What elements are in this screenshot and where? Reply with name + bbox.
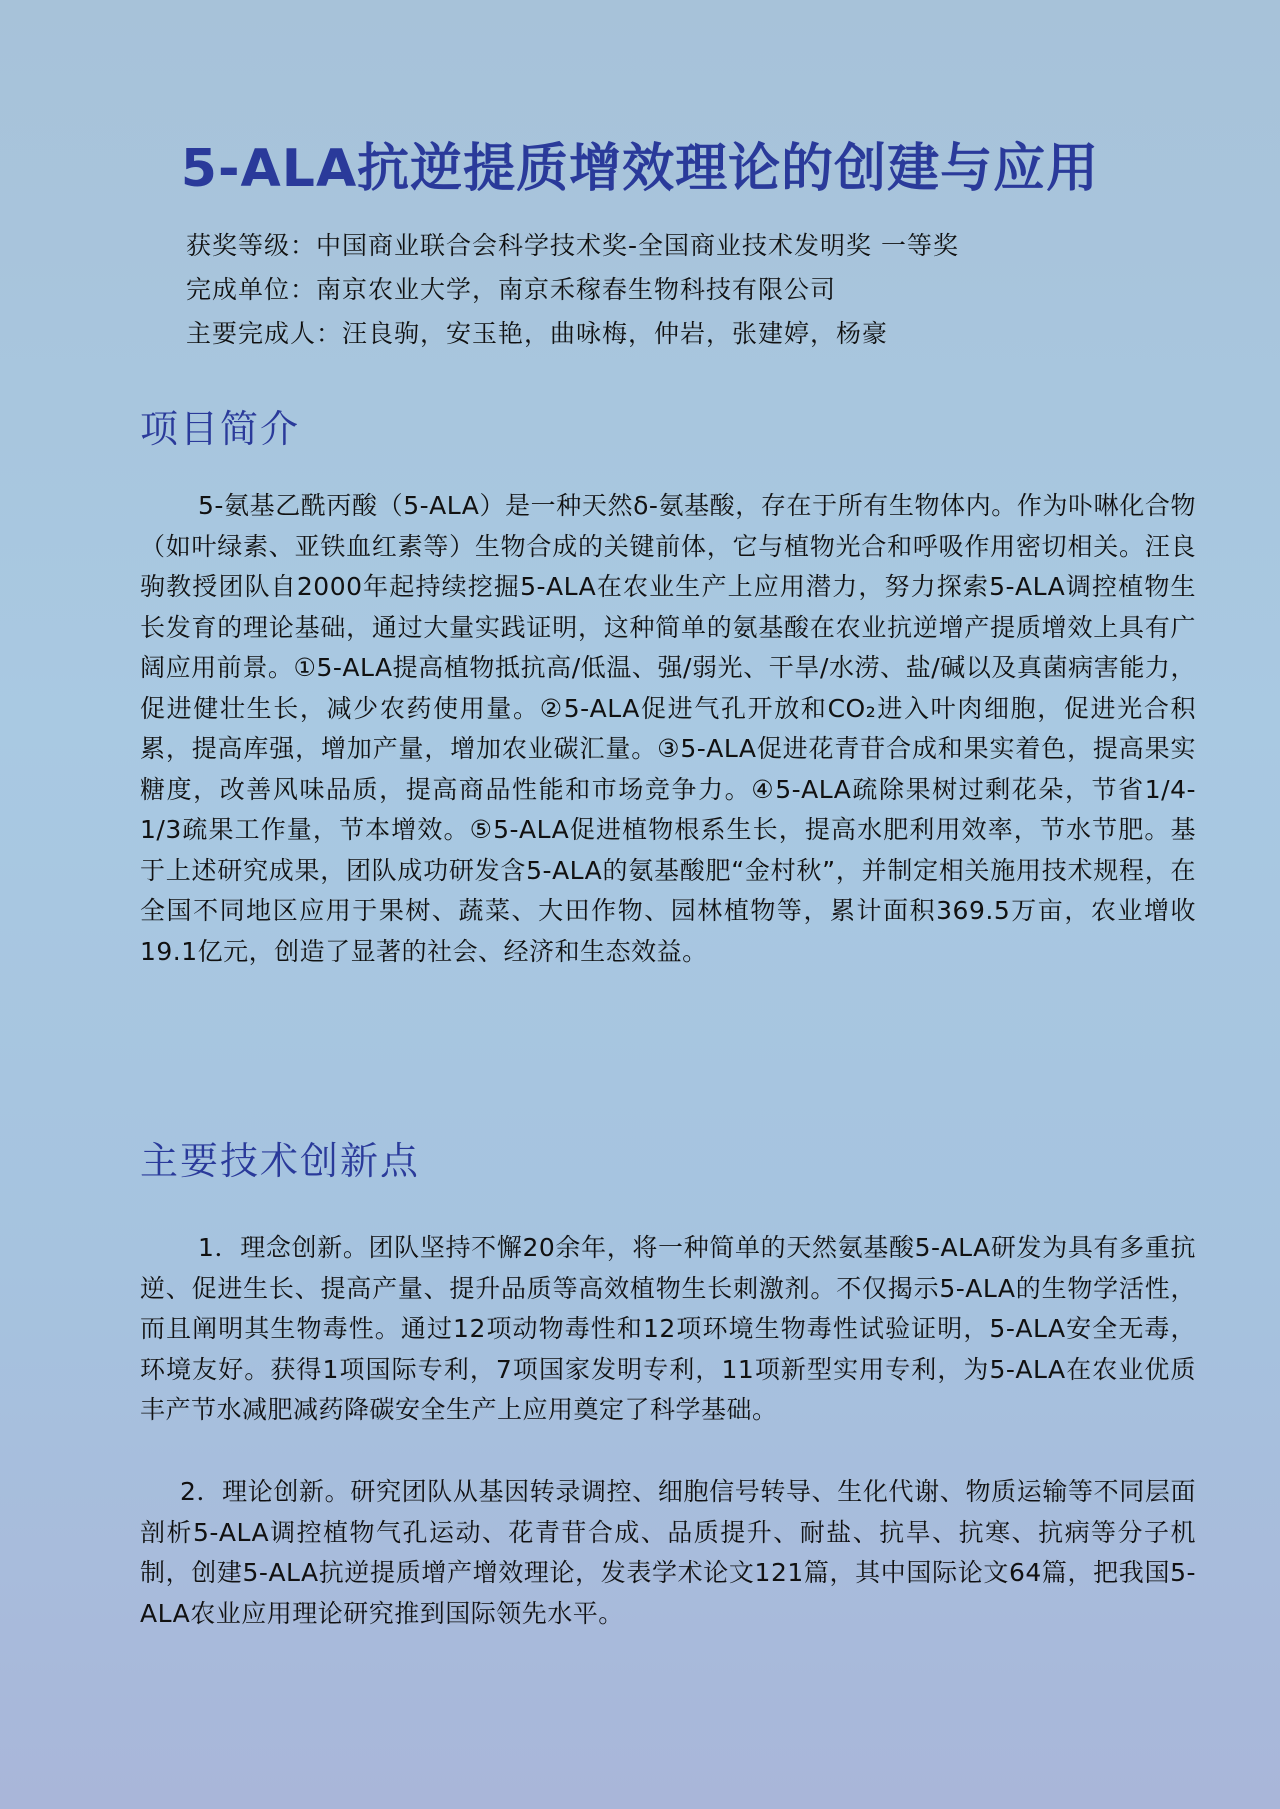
section-heading-intro: 项目简介 bbox=[140, 407, 301, 451]
innovation-item-2: 2．理论创新。研究团队从基因转录调控、细胞信号转导、生化代谢、物质运输等不同层面剖析5-ALA调控植物气孔运动、花青苷合成、品质提升、耐盐、抗旱、抗寒、抗病等分子机制，创建5-ALA抗逆提质增产增效理论，发表学术论文121篇，其中国际论文64篇，把我国5-ALA农业应用理论研究推到国际领先水平。 bbox=[140, 1477, 1196, 1628]
completing-units: 完成单位：南京农业大学，南京禾稼春生物科技有限公司 bbox=[186, 275, 837, 304]
section-heading-innovations: 主要技术创新点 bbox=[140, 1139, 421, 1183]
award-level: 获奖等级：中国商业联合会科学技术奖-全国商业技术发明奖 一等奖 bbox=[186, 231, 959, 260]
document-title: 5-ALA抗逆提质增效理论的创建与应用 bbox=[180, 139, 1100, 199]
innovation-item-1: 1．理念创新。团队坚持不懈20余年，将一种简单的天然氨基酸5-ALA研发为具有多重抗逆、促进生长、提高产量、提升品质等高效植物生长刺激剂。不仅揭示5-ALA的生物学活性，而且阐明其生物毒性。通过12项动物毒性和12项环境生物毒性试验证明，5-ALA安全无毒，环境友好。获得1项国际专利，7项国家发明专利，11项新型实用专利，为5-ALA在农业优质丰产节水减肥减药降碳安全生产上应用奠定了科学基础。 bbox=[140, 1233, 1196, 1424]
award-info bbox=[186, 224, 1186, 356]
intro-paragraph: 5-氨基乙酰丙酸（5-ALA）是一种天然δ-氨基酸，存在于所有生物体内。作为卟啉化合物（如叶绿素、亚铁血红素等）生物合成的关键前体，它与植物光合和呼吸作用密切相关。汪良驹教授团队自2000年起持续挖掘5-ALA在农业生产上应用潜力，努力探索5-ALA调控植物生长发育的理论基础，通过大量实践证明，这种简单的氨基酸在农业抗逆增产提质增效上具有广阔应用前景。①5-ALA提高植物抵抗高/低温、强/弱光、干旱/水涝、盐/碱以及真菌病害能力，促进健壮生长，减少农药使用量。②5-ALA促进气孔开放和CO₂进入叶肉细胞，促进光合积累，提高库强，增加产量，增加农业碳汇量。③5-ALA促进花青苷合成和果实着色，提高果实糖度，改善风味品质，提高商品性能和市场竞争力。④5-ALA疏除果树过剩花朵，节省1/4-1/3疏果工作量，节本增效。⑤5-ALA促进植物根系生长，提高水肥利用效率，节水节肥。基于上述研究成果，团队成功研发含5-ALA的氨基酸肥“金村秋”，并制定相关施用技术规程，在全国不同地区应用于果树、蔬菜、大田作物、园林植物等，累计面积369.5万亩，农业增收19.1亿元，创造了显著的社会、经济和生态效益。 bbox=[140, 491, 1196, 966]
main-contributors: 主要完成人：汪良驹，安玉艳，曲咏梅，仲岩，张建婷，杨豪 bbox=[186, 319, 889, 348]
